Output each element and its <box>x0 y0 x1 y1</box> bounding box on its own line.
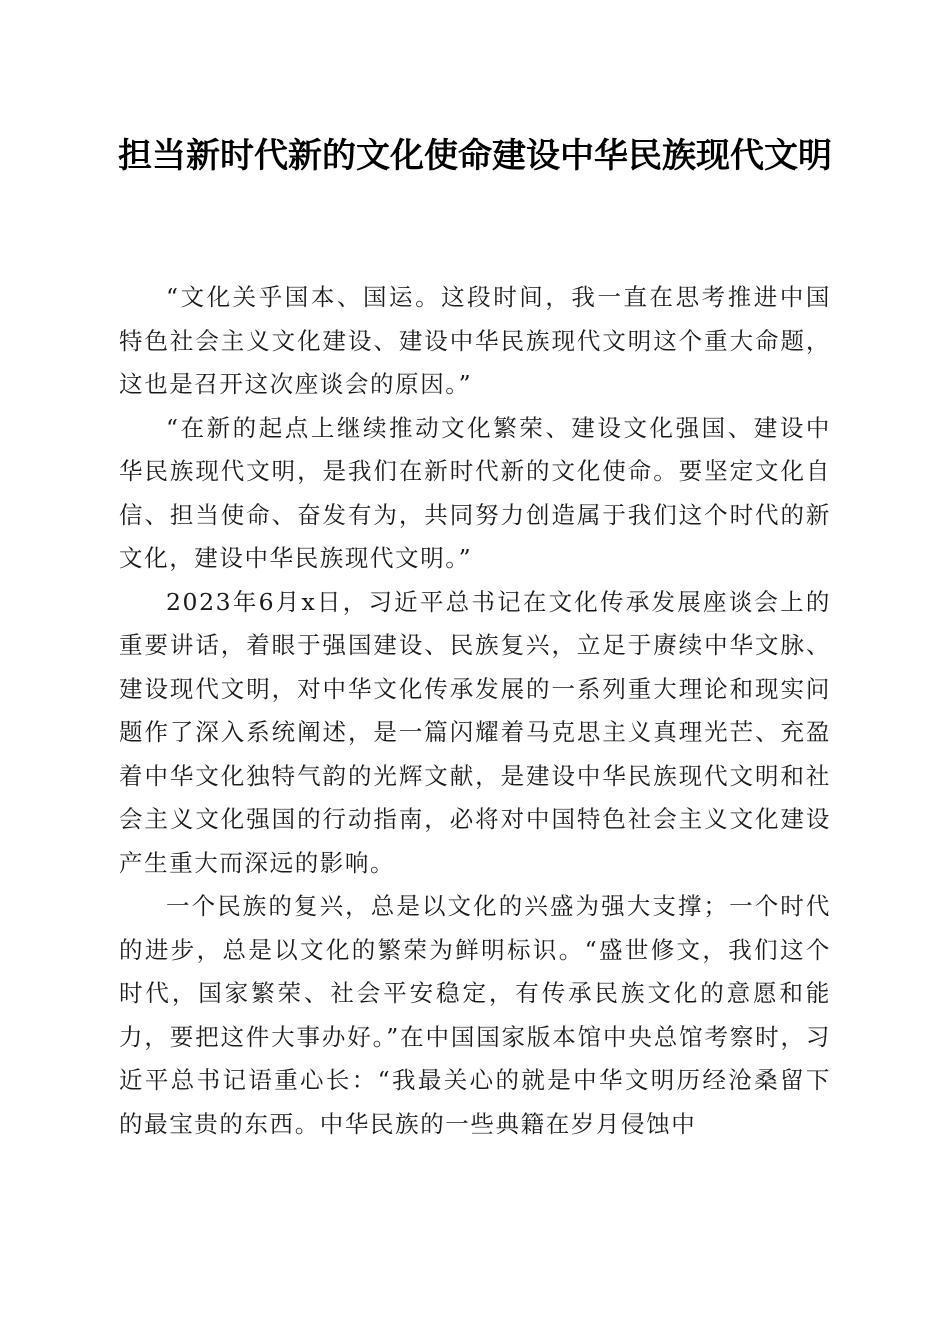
paragraph-1: “文化关乎国本、国运。这段时间，我一直在思考推进中国特色社会主义文化建设、建设中华民族现代文明这个重大命题，这也是召开这次座谈会的原因。” <box>119 283 831 398</box>
paragraph-2: “在新的起点上继续推动文化繁荣、建设文化强国、建设中华民族现代文明，是我们在新时代新的文化使命。要坚定文化自信、担当使命、奋发有为，共同努力创造属于我们这个时代的新文化，建设中华民族现代文明。” <box>119 413 831 572</box>
paragraph-3: 2023年6月x日，习近平总书记在文化传承发展座谈会上的重要讲话，着眼于强国建设、民族复兴，立足于赓续中华文脉、建设现代文明，对中华文化传承发展的一系列重大理论和现实问题作了深入系统阐述，是一篇闪耀着马克思主义真理光芒、充盈着中华文化独特气韵的光辉文献，是建设中华民族现代文明和社会主义文化强国的行动指南，必将对中国特色社会主义文化建设产生重大而深远的影响。 <box>119 587 831 877</box>
paragraph-4: 一个民族的复兴，总是以文化的兴盛为强大支撑；一个时代的进步，总是以文化的繁荣为鲜明标识。“盛世修文，我们这个时代，国家繁荣、社会平安稳定，有传承民族文化的意愿和能力，要把这件大事办好。”在中国国家版本馆中央总馆考察时，习近平总书记语重心长：“我最关心的就是中华文明历经沧桑留下的最宝贵的东西。中华民族的一些典籍在岁月侵蚀中 <box>119 892 831 1138</box>
document-body <box>119 276 831 1146</box>
document-title: 担当新时代新的文化使命建设中华民族现代文明 <box>118 136 832 176</box>
